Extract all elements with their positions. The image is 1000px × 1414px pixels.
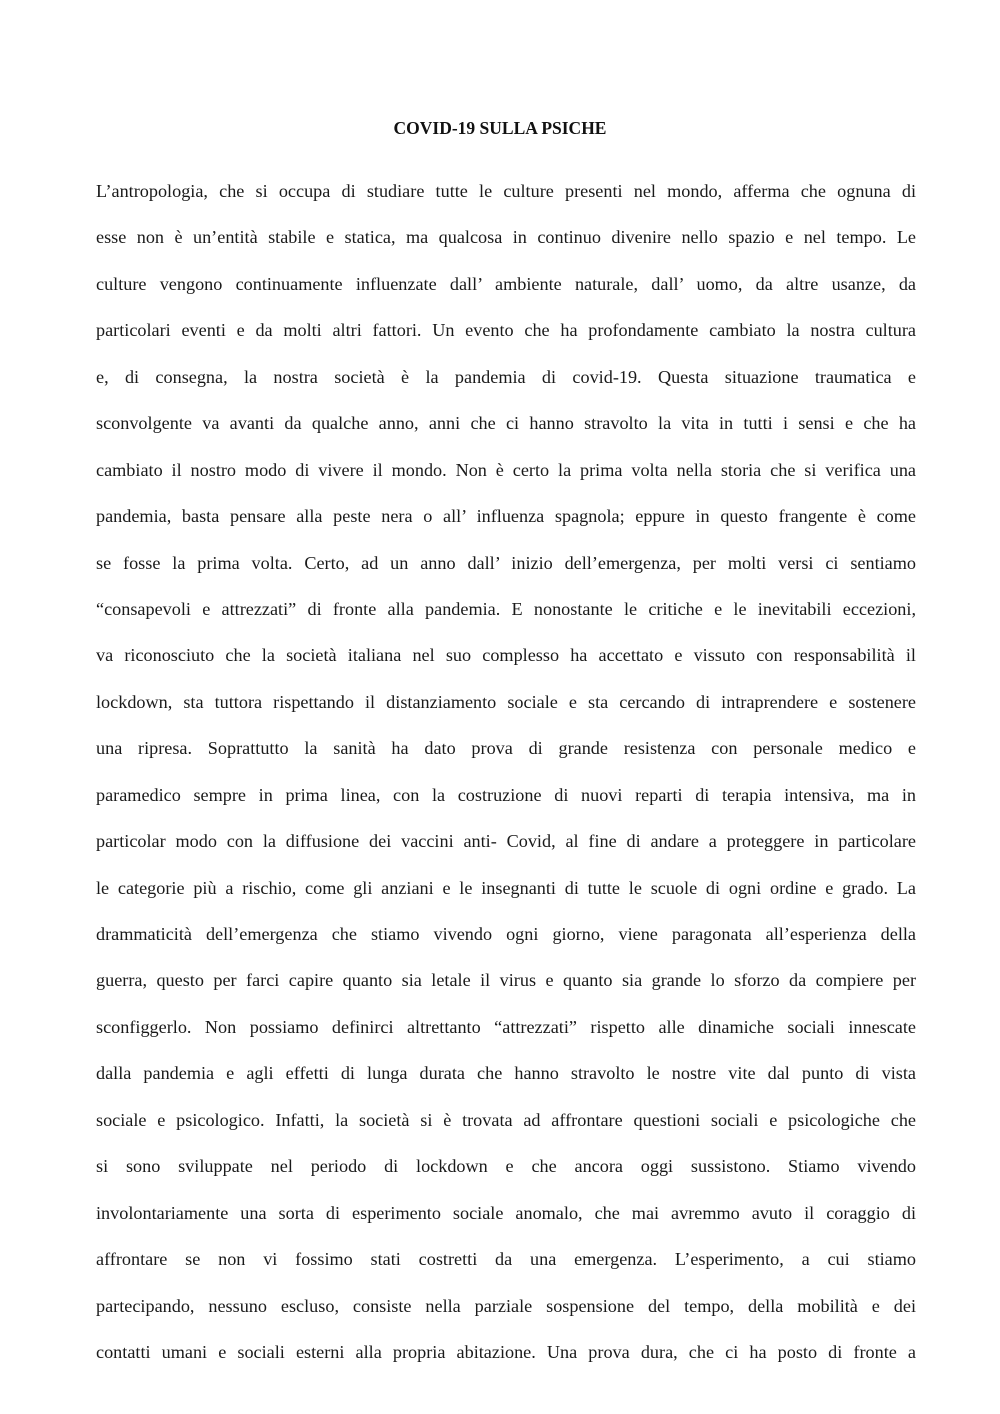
text-line: L’antropologia, che si occupa di studiare tutte le culture presenti nel mondo, afferma che ognuna di [96,181,916,201]
text-line: pandemia, basta pensare alla peste nera o all’ influenza spagnola; eppure in questo frangente è come [96,506,916,527]
text-line: particolar modo con la diffusione dei vaccini anti- Covid, al fine di andare a proteggere in particolare [96,831,916,852]
text-line: sconvolgente va avanti da qualche anno, anni che ci hanno stravolto la vita in tutti i sensi e che ha [96,413,916,434]
text-line: si sono sviluppate nel periodo di lockdown e che ancora oggi sussistono. Stiamo vivendo [96,1156,916,1177]
document-title: COVID-19 SULLA PSICHE [393,118,607,138]
text-line: sociale e psicologico. Infatti, la società si è trovata ad affrontare questioni sociali e psicologiche che [96,1109,916,1130]
text-line: paramedico sempre in prima linea, con la costruzione di nuovi reparti di terapia intensiva, ma in [96,784,916,805]
text-line: se fosse la prima volta. Certo, ad un anno dall’ inizio dell’emergenza, per molti versi ci sentiamo [96,552,916,573]
text-line: drammaticità dell’emergenza che stiamo vivendo ogni giorno, viene paragonata all’esperienza della [96,924,916,944]
text-line: contatti umani e sociali esterni alla propria abitazione. Una prova dura, che ci ha posto di fronte a [96,1341,916,1362]
text-line: sconfiggerlo. Non possiamo definirci altrettanto “attrezzati” rispetto alle dinamiche sociali innescate [96,1016,916,1037]
text-line: va riconosciuto che la società italiana nel suo complesso ha accettato e vissuto con responsabilità il [96,645,916,666]
text-line: e, di consegna, la nostra società è la pandemia di covid-19. Questa situazione traumatica e [96,366,916,387]
document-body [96,176,916,1383]
text-line: guerra, questo per farci capire quanto sia letale il virus e quanto sia grande lo sforzo da compiere per [96,970,916,991]
text-line: una ripresa. Soprattutto la sanità ha dato prova di grande resistenza con personale medico e [96,738,916,759]
text-line: partecipando, nessuno escluso, consiste nella parziale sospensione del tempo, della mobilità e dei [96,1295,916,1316]
text-line: involontariamente una sorta di esperimento sociale anomalo, che mai avremmo avuto il coraggio di [96,1202,916,1223]
text-line: “consapevoli e attrezzati” di fronte alla pandemia. E nonostante le critiche e le inevitabili eccezioni, [96,598,916,619]
text-line: dalla pandemia e agli effetti di lunga durata che hanno stravolto le nostre vite dal punto di vista [96,1063,916,1084]
text-line: cambiato il nostro modo di vivere il mondo. Non è certo la prima volta nella storia che si verifica una [96,459,916,480]
text-line: esse non è un’entità stabile e statica, ma qualcosa in continuo divenire nello spazio e nel tempo. Le [96,227,916,248]
text-line: affrontare se non vi fossimo stati costretti da una emergenza. L’esperimento, a cui stiamo [96,1249,916,1270]
text-line: le categorie più a rischio, come gli anziani e le insegnanti di tutte le scuole di ogni ordine e grado. La [96,877,916,898]
text-line: particolari eventi e da molti altri fattori. Un evento che ha profondamente cambiato la nostra cultura [96,320,916,341]
text-line: culture vengono continuamente influenzate dall’ ambiente naturale, dall’ uomo, da altre usanze, da [96,273,916,294]
text-line: lockdown, sta tuttora rispettando il distanziamento sociale e sta cercando di intraprendere e sostenere [96,691,916,712]
